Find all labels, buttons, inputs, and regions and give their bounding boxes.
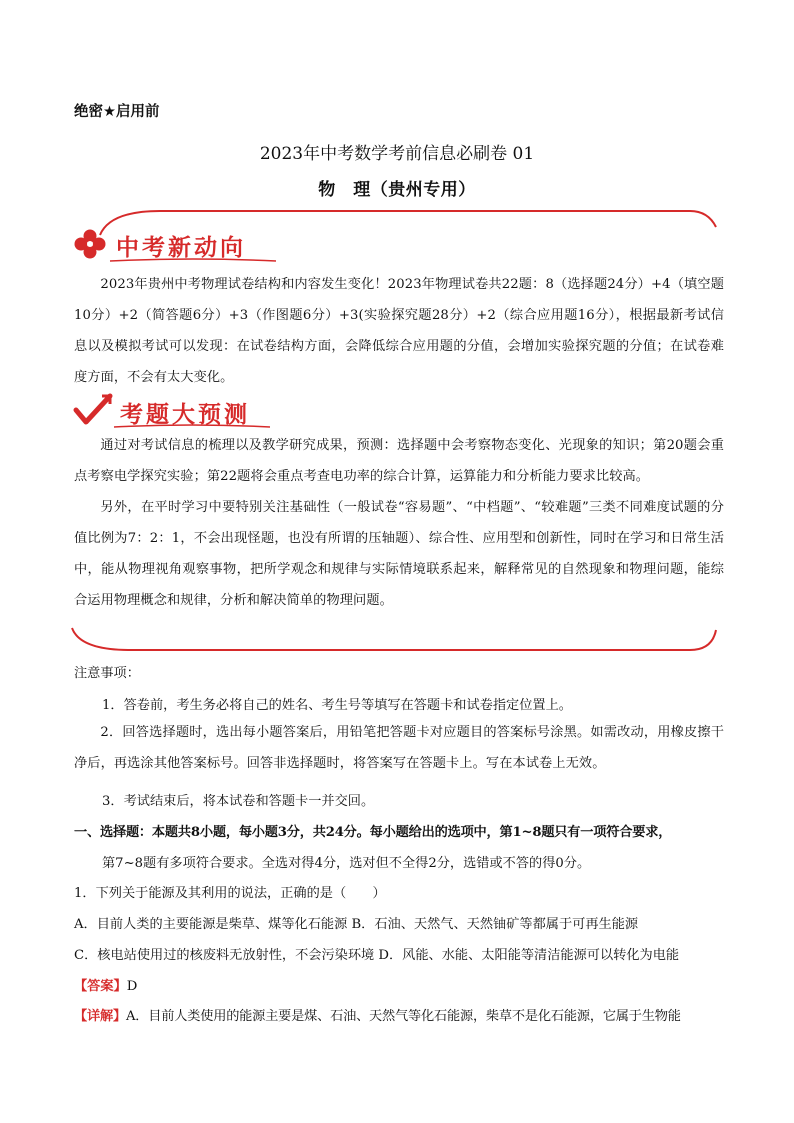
predict-heading: 考题大预测: [120, 402, 250, 428]
detail-tag: 【详解】: [74, 1009, 126, 1024]
clover-icon: [72, 228, 108, 260]
trends-paragraph: 2023年贵州中考物理试卷结构和内容发生变化！2023年物理试卷共22题：8（选择题24分）+4（填空题10分）+2（简答题6分）+3（作图题6分）+3(实验探究题28分）+2（综合应用题16分），根据最新考试信息以及模拟考试可以发现：在试卷结构方面，会降低综合应用题的分值，会增加实验探究题的分值；在试卷难度方面，不会有太大变化。: [74, 277, 724, 385]
page-title: 2023年中考数学考前信息必刷卷 01: [259, 144, 535, 164]
note-item-1: 1．答卷前，考生务必将自己的姓名、考生号等填写在答题卡和试卷指定位置上。: [102, 698, 572, 713]
trends-heading: 中考新动向: [116, 235, 246, 261]
question-1-answer: [74, 975, 137, 994]
question-1-options-ab: A．目前人类的主要能源是柴草、煤等化石能源 B．石油、天然气、天然铀矿等都属于可再生能源: [74, 917, 639, 932]
question-1-stem: 1．下列关于能源及其利用的说法，正确的是（ ）: [74, 886, 386, 901]
answer-value: D: [126, 979, 138, 994]
note-item-3: 3．考试结束后，将本试卷和答题卡一并交回。: [102, 794, 375, 809]
note-item-2: 2．回答选择题时，选出每小题答案后，用铅笔把答题卡对应题目的答案标号涂黑。如需改动，用橡皮擦干净后，再选涂其他答案标号。回答非选择题时，将答案写在答题卡上。写在本试卷上无效。: [74, 725, 724, 771]
predict-paragraph-2: 另外，在平时学习中要特别关注基础性（一般试卷“容易题”、“中档题”、“较难题”三类不同难度试题的分值比例为7：2：1，不会出现怪题，也没有所谓的压轴题）、综合性、应用型和创新性，同时在学习和日常生活中，能从物理视角观察事物，把所学观念和规律与实际情境联系起来，解释常见的自然现象和物理问题，能综合运用物理概念和规律，分析和解决简单的物理问题。: [74, 500, 724, 608]
detail-text: A．目前人类使用的能源主要是煤、石油、天然气等化石能源，柴草不是化石能源，它属于生物能: [125, 1009, 681, 1024]
notes-heading: 注意事项：: [74, 666, 140, 681]
section-one-line-1: 一、选择题：本题共8小题，每小题3分，共24分。每小题给出的选项中，第1~8题只有一项符合要求，: [74, 825, 672, 840]
check-arrow-icon: [72, 392, 114, 428]
heading-underline: [108, 258, 278, 264]
predict-paragraph-1: 通过对考试信息的梳理以及教学研究成果，预测：选择题中会考察物态变化、光现象的知识；第20题会重点考察电学探究实验；第22题将会重点考查电功率的综合计算，运算能力和分析能力要求比较高。: [74, 438, 724, 484]
question-1-detail: [74, 1005, 681, 1024]
answer-tag: 【答案】: [74, 979, 127, 994]
page-subtitle: 物 理（贵州专用）: [318, 180, 476, 200]
question-1-options-cd: C．核电站使用过的核废料无放射性，不会污染环境 D．风能、水能、太阳能等清洁能源可以转化为电能: [74, 948, 680, 963]
section-one-line-2: 第7~8题有多项符合要求。全选对得4分，选对但不全得2分，选错或不答的得0分。: [102, 856, 591, 871]
confidential-mark: 绝密★启用前: [74, 104, 160, 120]
bottom-decorative-arc: [0, 620, 794, 656]
